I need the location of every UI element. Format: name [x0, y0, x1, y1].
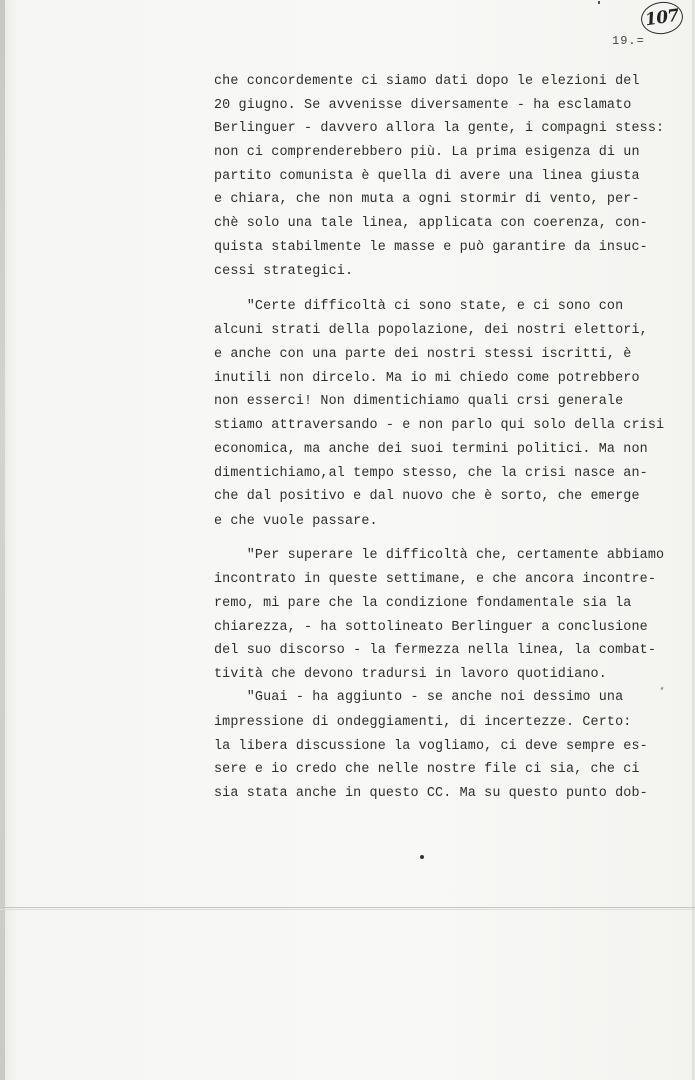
text-line: inutili non dircelo. Ma io mi chiedo come potrebbero — [214, 371, 640, 386]
text-line: non ci comprenderebbero più. La prima esigenza di un — [214, 145, 640, 160]
ink-speck — [420, 855, 424, 859]
page-fold-line — [0, 907, 695, 908]
text-line: quista stabilmente le masse e può garantire da insuc- — [214, 240, 648, 255]
text-line: dimentichiamo,al tempo stesso, che la crisi nasce an- — [214, 466, 648, 481]
top-tick-mark — [598, 1, 600, 4]
text-line: cessi strategici. — [214, 264, 354, 279]
text-line: economica, ma anche dei suoi termini politici. Ma non — [214, 442, 648, 457]
text-line: e che vuole passare. — [214, 514, 378, 529]
text-line: alcuni strati della popolazione, dei nostri elettori, — [214, 323, 648, 338]
page-left-edge — [0, 0, 5, 1080]
ink-speck — [660, 687, 663, 691]
text-line: del suo discorso - la fermezza nella linea, la combat- — [214, 643, 657, 658]
text-line: sere e io credo che nelle nostre file ci sia, che ci — [214, 762, 640, 777]
text-line: sia stata anche in questo CC. Ma su questo punto dob- — [214, 786, 648, 801]
archive-number-stamp — [639, 0, 685, 37]
text-line: che concordemente ci siamo dati dopo le elezioni del — [214, 74, 640, 89]
text-line: e chiara, che non muta a ogni stormir di vento, per- — [214, 192, 640, 207]
text-line: non esserci! Non dimentichiamo quali crsi generale — [214, 394, 624, 409]
text-line: tività che devono tradursi in lavoro quotidiano. — [214, 667, 607, 682]
archive-number-text: 107 — [643, 5, 681, 31]
text-line: partito comunista è quella di avere una linea giusta — [214, 169, 640, 184]
text-line: "Certe difficoltà ci sono state, e ci sono con — [214, 299, 624, 314]
text-line: stiamo attraversando - e non parlo qui solo della crisi — [214, 418, 665, 433]
text-line: la libera discussione la vogliamo, ci deve sempre es- — [214, 739, 648, 754]
text-line: impressione di ondeggiamenti, di incertezze. Certo: — [214, 715, 632, 730]
page-fold-shadow — [0, 909, 695, 910]
text-line: chè solo una tale linea, applicata con coerenza, con- — [214, 216, 648, 231]
page-number: 19.= — [612, 34, 645, 48]
text-line: remo, mi pare che la condizione fondamentale sia la — [214, 596, 632, 611]
text-line: "Per superare le difficoltà che, certamente abbiamo — [214, 548, 665, 563]
text-line: Berlinguer - davvero allora la gente, i compagni stess: — [214, 121, 665, 136]
text-line: chiarezza, - ha sottolineato Berlinguer a conclusione — [214, 620, 648, 635]
text-line: "Guai - ha aggiunto - se anche noi dessimo una — [214, 690, 624, 705]
text-line: e anche con una parte dei nostri stessi iscritti, è — [214, 347, 632, 362]
text-line: 20 giugno. Se avvenisse diversamente - ha esclamato — [214, 97, 632, 113]
text-line: che dal positivo e dal nuovo che è sorto, che emerge — [214, 489, 640, 504]
text-line: incontrato in queste settimane, e che ancora incontre- — [214, 572, 657, 587]
